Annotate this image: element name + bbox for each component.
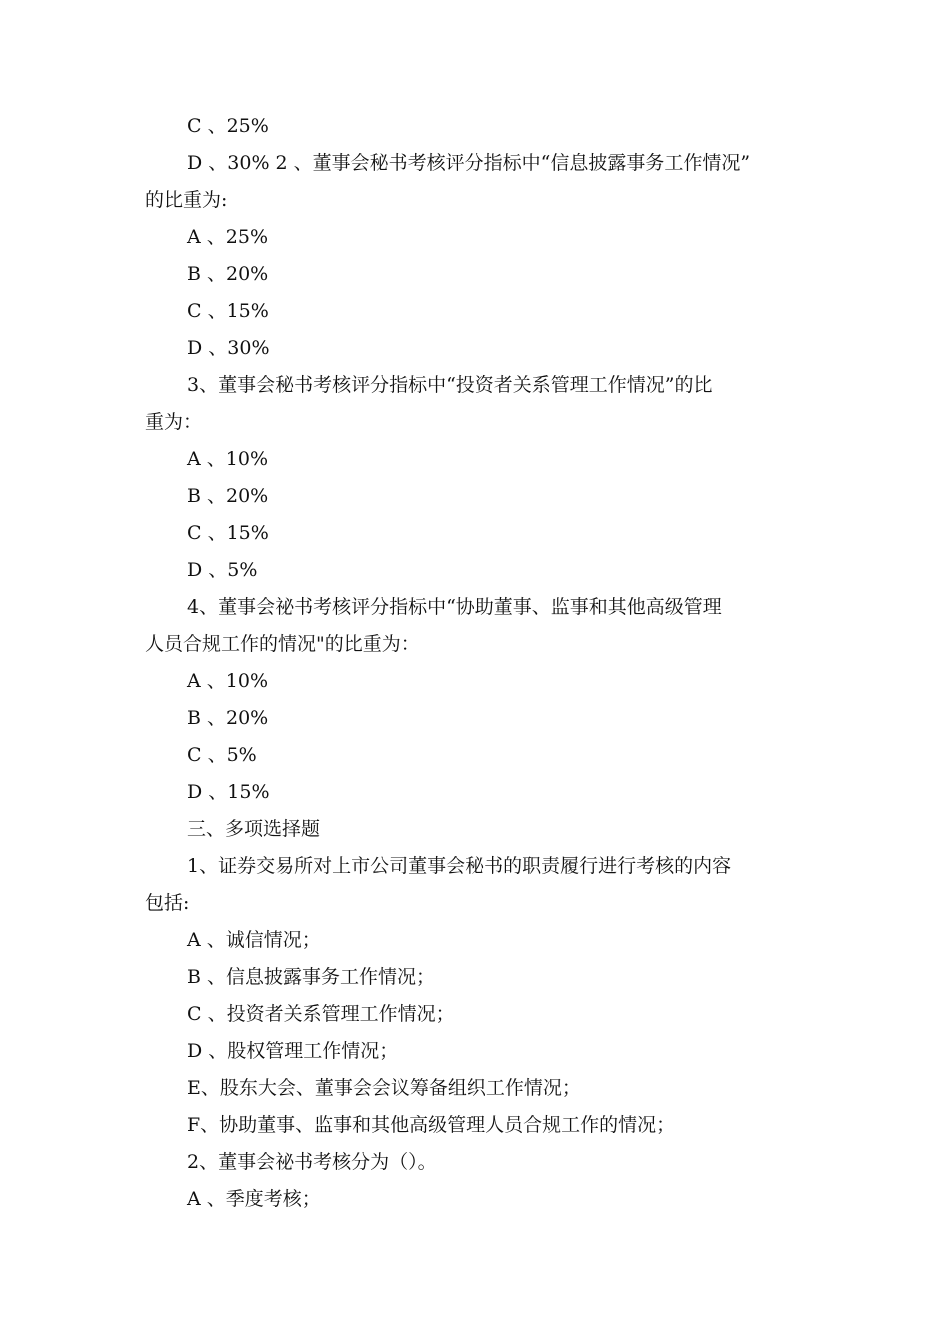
text-line: 1、证券交易所对上市公司董事会秘书的职责履行进行考核的内容 — [187, 855, 732, 877]
text-line: 2、董事会祕书考核分为（）。 — [187, 1151, 437, 1173]
text-line: 人员合规工作的情况"的比重为： — [145, 633, 420, 655]
text-line: E、股东大会、董事会会议筹备组织工作情况； — [187, 1077, 581, 1099]
document-body — [145, 108, 810, 1218]
section-heading: 三、多项选择题 — [187, 818, 321, 840]
text-line: A 、25% — [187, 226, 268, 248]
text-line: D 、30% — [187, 337, 270, 359]
text-line: B 、20% — [187, 485, 269, 507]
text-line: F、协助董事、监事和其他高级管理人员合规工作的情况； — [187, 1114, 676, 1136]
text-line: 4、董事会祕书考核评分指标中“协助董事、监事和其他高级管理 — [187, 596, 722, 618]
text-line: D 、30% 2 、董事会秘书考核评分指标中“信息披露事务工作情况” — [187, 152, 751, 174]
text-line: 重为： — [145, 411, 203, 433]
text-line: 3、董事会秘书考核评分指标中“投资者关系管理工作情况”的比 — [187, 374, 713, 396]
text-line: B 、信息披露事务工作情况； — [187, 966, 436, 988]
text-line: C 、15% — [187, 300, 269, 322]
text-line: 的比重为: — [145, 189, 228, 211]
text-line: 包括: — [145, 892, 190, 914]
text-line: A 、季度考核； — [187, 1188, 321, 1210]
text-line: C 、15% — [187, 522, 269, 544]
text-line: A 、诚信情况； — [187, 929, 321, 951]
text-line: A 、10% — [187, 670, 268, 692]
text-line: B 、20% — [187, 263, 269, 285]
text-line: D 、5% — [187, 559, 258, 581]
text-line: C 、投资者关系管理工作情况； — [187, 1003, 455, 1025]
text-line: A 、10% — [187, 448, 268, 470]
text-line: C 、5% — [187, 744, 257, 766]
text-line: D 、15% — [187, 781, 270, 803]
text-line: D 、股权管理工作情况； — [187, 1040, 399, 1062]
text-line: B 、20% — [187, 707, 269, 729]
text-line: C 、25% — [187, 115, 269, 137]
